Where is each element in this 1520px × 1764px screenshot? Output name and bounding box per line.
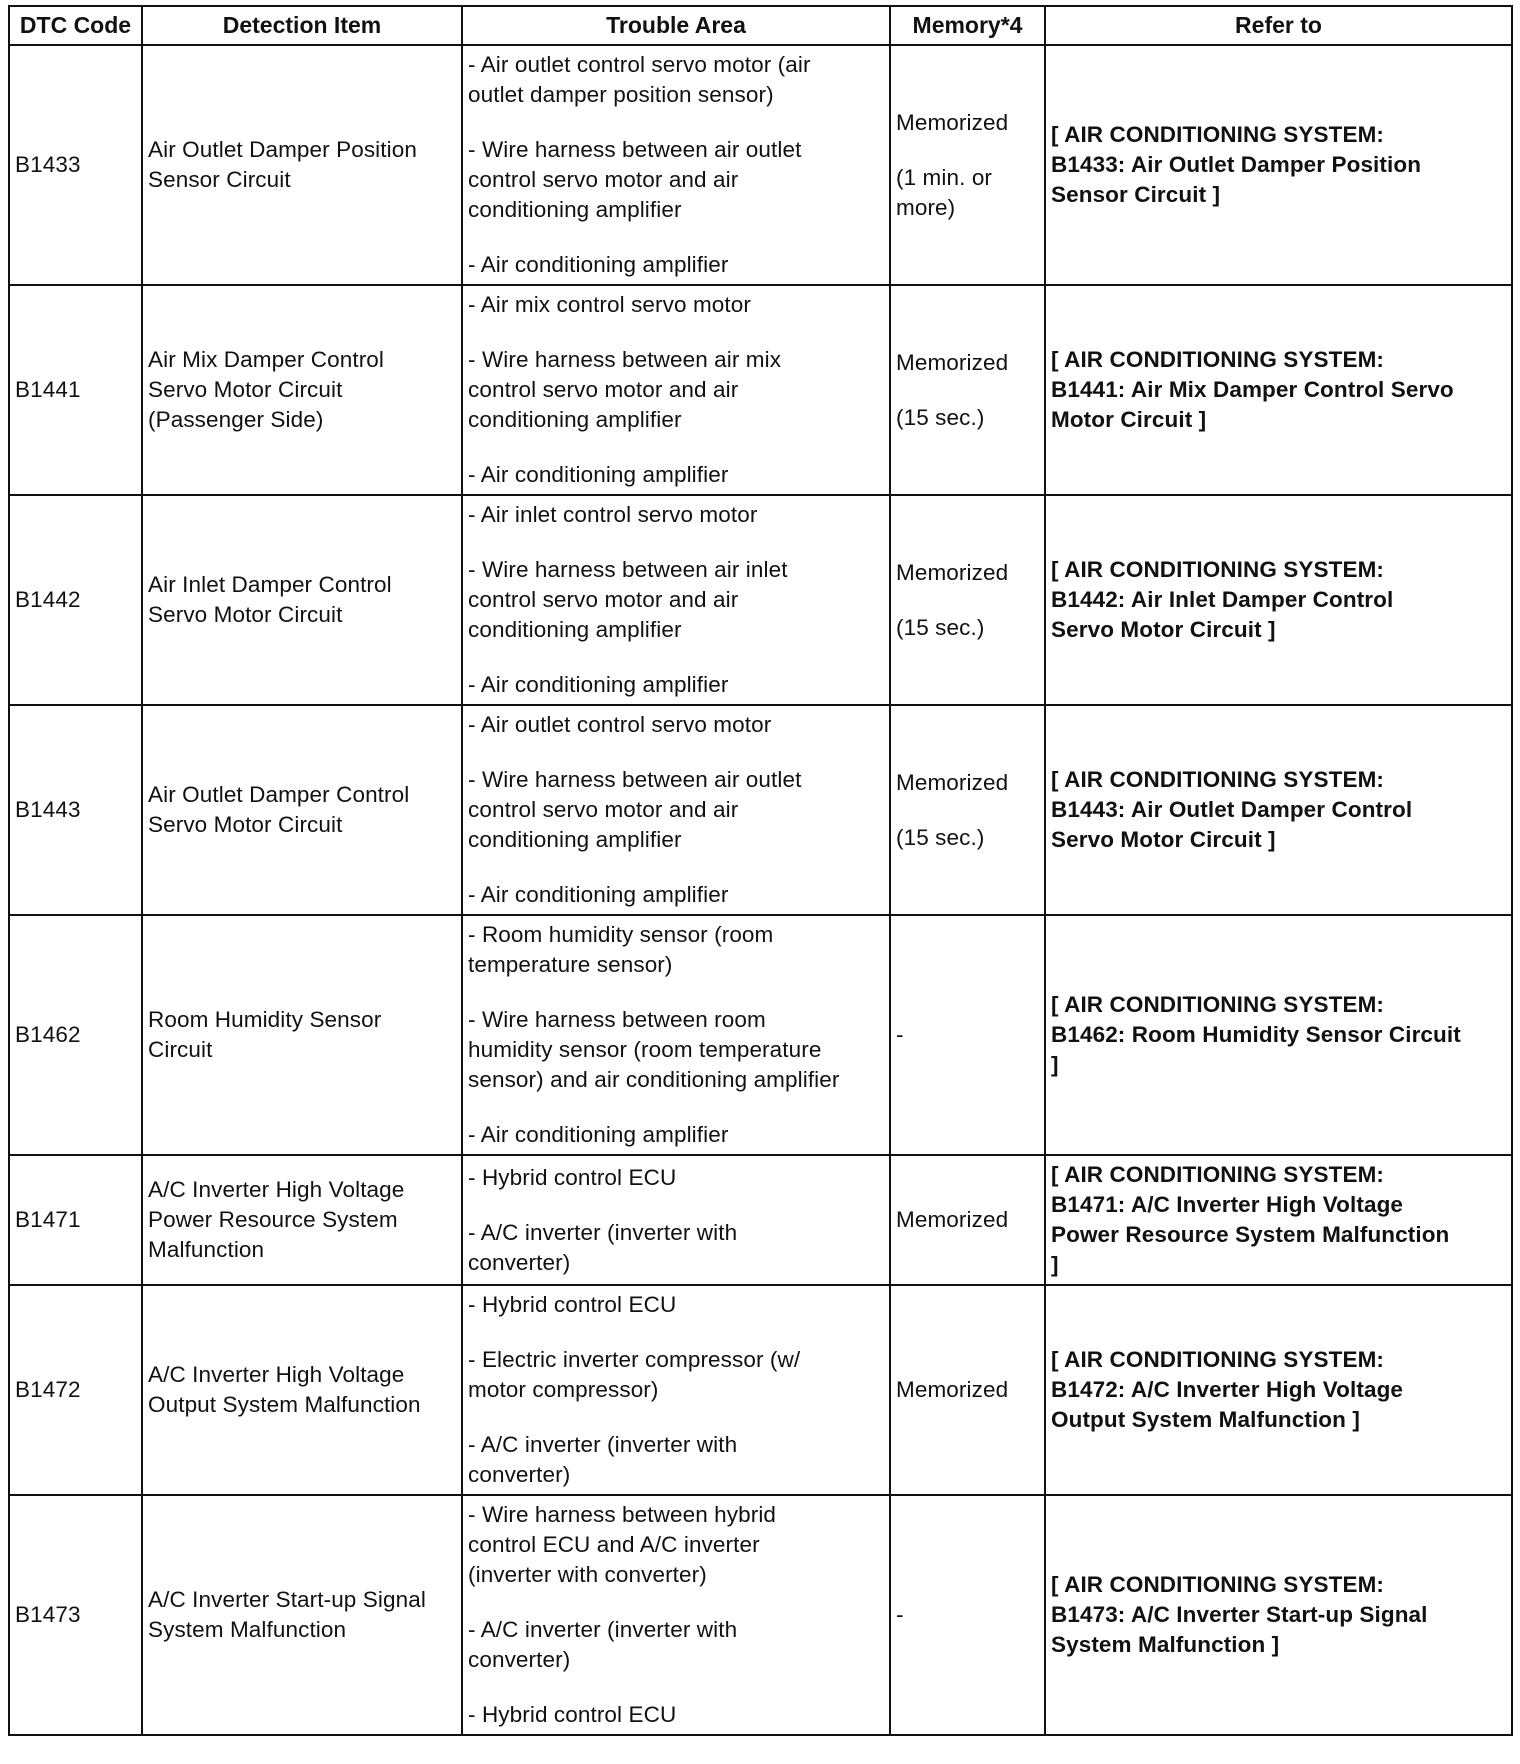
trouble-area-line: sensor) and air conditioning amplifier — [468, 1067, 840, 1092]
trouble-area-entry — [468, 1005, 885, 1095]
detection-item-line: Power Resource System — [148, 1207, 398, 1232]
memory-line: Memorized — [896, 1207, 1009, 1232]
memory-entry — [896, 823, 1040, 853]
trouble-area-entry — [468, 1615, 885, 1675]
table-row — [9, 1285, 1512, 1495]
memory-line: Memorized — [896, 559, 1009, 585]
memory-line: (1 min. or — [896, 164, 993, 190]
detection-item-cell — [142, 915, 462, 1155]
trouble-area-line: - Hybrid control ECU — [468, 1702, 677, 1727]
refer-to-line: B1462: Room Humidity Sensor Circuit — [1051, 1022, 1461, 1047]
refer-to-cell — [1045, 915, 1512, 1155]
header-trouble-area: Trouble Area — [462, 6, 890, 45]
trouble-area-entry — [468, 710, 885, 740]
detection-item-line: Sensor Circuit — [148, 167, 291, 192]
memory-line: - — [896, 1602, 904, 1627]
refer-to-link[interactable] — [1051, 1345, 1507, 1435]
trouble-area-line: humidity sensor (room temperature — [468, 1037, 822, 1062]
detection-item-cell — [142, 1155, 462, 1285]
trouble-area-entry — [468, 670, 885, 700]
refer-to-line: ] — [1051, 1252, 1059, 1277]
trouble-area-entry — [468, 1163, 885, 1193]
detection-item-line: A/C Inverter High Voltage — [148, 1362, 405, 1387]
trouble-area-entry — [468, 1290, 885, 1320]
refer-to-line: B1433: Air Outlet Damper Position — [1051, 152, 1422, 177]
memory-cell — [890, 915, 1045, 1155]
trouble-area-line: temperature sensor) — [468, 952, 673, 977]
table-row — [9, 495, 1512, 705]
refer-to-line: [ AIR CONDITIONING SYSTEM: — [1051, 992, 1385, 1017]
refer-to-link[interactable] — [1051, 120, 1507, 210]
trouble-area-line: - Air mix control servo motor — [468, 292, 751, 317]
memory-entry — [896, 1600, 1040, 1630]
refer-to-line: B1443: Air Outlet Damper Control — [1051, 797, 1413, 822]
trouble-area-line: control ECU and A/C inverter — [468, 1532, 760, 1557]
detection-item-line: (Passenger Side) — [148, 407, 324, 432]
trouble-area-line: - Wire harness between air inlet — [468, 557, 788, 582]
refer-to-line: [ AIR CONDITIONING SYSTEM: — [1051, 347, 1385, 372]
trouble-area-entry — [468, 135, 885, 225]
trouble-area-line: control servo motor and air — [468, 797, 739, 822]
trouble-area-line: - Electric inverter compressor (w/ — [468, 1347, 801, 1372]
header-row — [9, 6, 1512, 45]
header-dtc-code: DTC Code — [9, 6, 142, 45]
trouble-area-line: conditioning amplifier — [468, 407, 682, 432]
refer-to-cell — [1045, 1155, 1512, 1285]
trouble-area-line: conditioning amplifier — [468, 827, 682, 852]
detection-item-cell — [142, 1495, 462, 1735]
memory-entry — [896, 163, 1040, 223]
refer-to-line: B1442: Air Inlet Damper Control — [1051, 587, 1394, 612]
refer-to-cell — [1045, 705, 1512, 915]
trouble-area-entry — [468, 1345, 885, 1405]
dtc-table — [8, 5, 1513, 1736]
trouble-area-entry — [468, 1500, 885, 1590]
refer-to-line: [ AIR CONDITIONING SYSTEM: — [1051, 557, 1385, 582]
memory-line: Memorized — [896, 1377, 1009, 1402]
detection-item-line: System Malfunction — [148, 1617, 347, 1642]
refer-to-link[interactable] — [1051, 345, 1507, 435]
memory-entry — [896, 403, 1040, 433]
detection-item-line: Servo Motor Circuit — [148, 812, 343, 837]
trouble-area-entry — [468, 765, 885, 855]
detection-item-line: A/C Inverter High Voltage — [148, 1177, 405, 1202]
trouble-area-line: - Air inlet control servo motor — [468, 502, 758, 527]
memory-line: more) — [896, 194, 956, 220]
refer-to-line: [ AIR CONDITIONING SYSTEM: — [1051, 767, 1385, 792]
trouble-area-line: - Air conditioning amplifier — [468, 1122, 729, 1147]
refer-to-link[interactable] — [1051, 1570, 1507, 1660]
trouble-area-entry — [468, 1120, 885, 1150]
refer-to-cell — [1045, 1495, 1512, 1735]
detection-item-line: Air Inlet Damper Control — [148, 572, 392, 597]
dtc-code-cell: B1441 — [9, 285, 142, 495]
refer-to-line: Output System Malfunction ] — [1051, 1407, 1360, 1432]
refer-to-line: Sensor Circuit ] — [1051, 182, 1221, 207]
memory-entry — [896, 1375, 1040, 1405]
trouble-area-entry — [468, 250, 885, 280]
trouble-area-line: - Wire harness between air mix — [468, 347, 782, 372]
trouble-area-line: motor compressor) — [468, 1377, 659, 1402]
refer-to-link[interactable] — [1051, 990, 1507, 1080]
refer-to-line: System Malfunction ] — [1051, 1632, 1280, 1657]
trouble-area-line: - Air conditioning amplifier — [468, 462, 729, 487]
memory-cell — [890, 1155, 1045, 1285]
trouble-area-line: - Wire harness between air outlet — [468, 767, 802, 792]
memory-entry — [896, 348, 1040, 378]
detection-item-line: Air Outlet Damper Control — [148, 782, 410, 807]
memory-cell — [890, 285, 1045, 495]
refer-to-line: Servo Motor Circuit ] — [1051, 827, 1276, 852]
detection-item-cell — [142, 705, 462, 915]
refer-to-cell — [1045, 45, 1512, 285]
detection-item-line: Output System Malfunction — [148, 1392, 421, 1417]
trouble-area-line: - Wire harness between hybrid — [468, 1502, 777, 1527]
refer-to-line: [ AIR CONDITIONING SYSTEM: — [1051, 122, 1385, 147]
detection-item-cell — [142, 495, 462, 705]
memory-entry — [896, 1020, 1040, 1050]
refer-to-line: [ AIR CONDITIONING SYSTEM: — [1051, 1162, 1385, 1187]
memory-line: Memorized — [896, 109, 1009, 135]
detection-item-line: Air Mix Damper Control — [148, 347, 384, 372]
detection-item-line: Circuit — [148, 1037, 213, 1062]
header-refer-to: Refer to — [1045, 6, 1512, 45]
trouble-area-entry — [468, 290, 885, 320]
trouble-area-line: - Wire harness between room — [468, 1007, 766, 1032]
detection-item-line: Air Outlet Damper Position — [148, 137, 417, 162]
trouble-area-line: conditioning amplifier — [468, 617, 682, 642]
refer-to-link[interactable] — [1051, 555, 1507, 645]
memory-line: (15 sec.) — [896, 614, 985, 640]
trouble-area-entry — [468, 920, 885, 980]
trouble-area-line: control servo motor and air — [468, 587, 739, 612]
memory-cell — [890, 1495, 1045, 1735]
trouble-area-cell — [462, 1285, 890, 1495]
refer-to-line: B1472: A/C Inverter High Voltage — [1051, 1377, 1404, 1402]
trouble-area-line: - Room humidity sensor (room — [468, 922, 774, 947]
trouble-area-cell — [462, 45, 890, 285]
refer-to-line: Power Resource System Malfunction — [1051, 1222, 1450, 1247]
trouble-area-line: - Wire harness between air outlet — [468, 137, 802, 162]
dtc-code-cell: B1433 — [9, 45, 142, 285]
detection-item-cell — [142, 285, 462, 495]
trouble-area-entry — [468, 1218, 885, 1278]
detection-item-line: Malfunction — [148, 1237, 265, 1262]
table-row — [9, 1495, 1512, 1735]
memory-line: (15 sec.) — [896, 404, 985, 430]
trouble-area-line: - Air conditioning amplifier — [468, 672, 729, 697]
memory-entry — [896, 108, 1040, 138]
trouble-area-cell — [462, 285, 890, 495]
table-row — [9, 705, 1512, 915]
trouble-area-entry — [468, 1430, 885, 1490]
refer-to-line: B1473: A/C Inverter Start-up Signal — [1051, 1602, 1428, 1627]
memory-line: - — [896, 1022, 904, 1047]
dtc-code-cell: B1473 — [9, 1495, 142, 1735]
trouble-area-cell — [462, 1495, 890, 1735]
trouble-area-line: control servo motor and air — [468, 377, 739, 402]
refer-to-line: B1471: A/C Inverter High Voltage — [1051, 1192, 1404, 1217]
table-row — [9, 285, 1512, 495]
memory-entry — [896, 1205, 1040, 1235]
refer-to-line: [ AIR CONDITIONING SYSTEM: — [1051, 1572, 1385, 1597]
refer-to-link[interactable] — [1051, 765, 1507, 855]
refer-to-line: [ AIR CONDITIONING SYSTEM: — [1051, 1347, 1385, 1372]
memory-entry — [896, 558, 1040, 588]
dtc-code-cell: B1462 — [9, 915, 142, 1155]
trouble-area-line: control servo motor and air — [468, 167, 739, 192]
trouble-area-line: converter) — [468, 1249, 571, 1275]
trouble-area-entry — [468, 1700, 885, 1730]
trouble-area-line: - A/C inverter (inverter with — [468, 1617, 738, 1642]
trouble-area-entry — [468, 500, 885, 530]
trouble-area-line: - Air conditioning amplifier — [468, 252, 729, 277]
trouble-area-line: - Hybrid control ECU — [468, 1292, 677, 1317]
memory-cell — [890, 495, 1045, 705]
detection-item-line: Servo Motor Circuit — [148, 602, 343, 627]
refer-to-cell — [1045, 285, 1512, 495]
table-header — [9, 6, 1512, 45]
trouble-area-entry — [468, 345, 885, 435]
header-memory: Memory*4 — [890, 6, 1045, 45]
trouble-area-line: converter) — [468, 1647, 571, 1672]
memory-cell — [890, 705, 1045, 915]
dtc-code-cell: B1471 — [9, 1155, 142, 1285]
trouble-area-line: - A/C inverter (inverter with — [468, 1432, 738, 1457]
trouble-area-cell — [462, 915, 890, 1155]
detection-item-line: A/C Inverter Start-up Signal — [148, 1587, 426, 1612]
trouble-area-line: - Air outlet control servo motor — [468, 712, 772, 737]
trouble-area-entry — [468, 460, 885, 490]
memory-entry — [896, 613, 1040, 643]
trouble-area-line: converter) — [468, 1462, 571, 1487]
refer-to-cell — [1045, 495, 1512, 705]
refer-to-line: ] — [1051, 1052, 1059, 1077]
table-row — [9, 45, 1512, 285]
refer-to-cell — [1045, 1285, 1512, 1495]
table-row — [9, 915, 1512, 1155]
refer-to-link[interactable] — [1051, 1160, 1507, 1280]
trouble-area-line: (inverter with converter) — [468, 1562, 707, 1587]
memory-entry — [896, 768, 1040, 798]
memory-cell — [890, 45, 1045, 285]
memory-cell — [890, 1285, 1045, 1495]
detection-item-cell — [142, 1285, 462, 1495]
refer-to-line: B1441: Air Mix Damper Control Servo — [1051, 377, 1454, 402]
refer-to-line: Motor Circuit ] — [1051, 407, 1207, 432]
trouble-area-line: - A/C inverter (inverter with — [468, 1219, 738, 1245]
memory-line: (15 sec.) — [896, 824, 985, 850]
detection-item-cell — [142, 45, 462, 285]
detection-item-line: Servo Motor Circuit — [148, 377, 343, 402]
table-row — [9, 1155, 1512, 1285]
header-detection-item: Detection Item — [142, 6, 462, 45]
trouble-area-entry — [468, 555, 885, 645]
trouble-area-line: - Hybrid control ECU — [468, 1164, 677, 1190]
trouble-area-entry — [468, 50, 885, 110]
memory-line: Memorized — [896, 349, 1009, 375]
trouble-area-line: - Air outlet control servo motor (air — [468, 52, 811, 77]
trouble-area-cell — [462, 705, 890, 915]
trouble-area-line: outlet damper position sensor) — [468, 82, 774, 107]
trouble-area-line: conditioning amplifier — [468, 197, 682, 222]
dtc-code-cell: B1472 — [9, 1285, 142, 1495]
trouble-area-cell — [462, 1155, 890, 1285]
table-body — [9, 45, 1512, 1735]
trouble-area-cell — [462, 495, 890, 705]
refer-to-line: Servo Motor Circuit ] — [1051, 617, 1276, 642]
trouble-area-line: - Air conditioning amplifier — [468, 882, 729, 907]
detection-item-line: Room Humidity Sensor — [148, 1007, 382, 1032]
dtc-code-cell: B1442 — [9, 495, 142, 705]
trouble-area-entry — [468, 880, 885, 910]
memory-line: Memorized — [896, 769, 1009, 795]
dtc-code-cell: B1443 — [9, 705, 142, 915]
